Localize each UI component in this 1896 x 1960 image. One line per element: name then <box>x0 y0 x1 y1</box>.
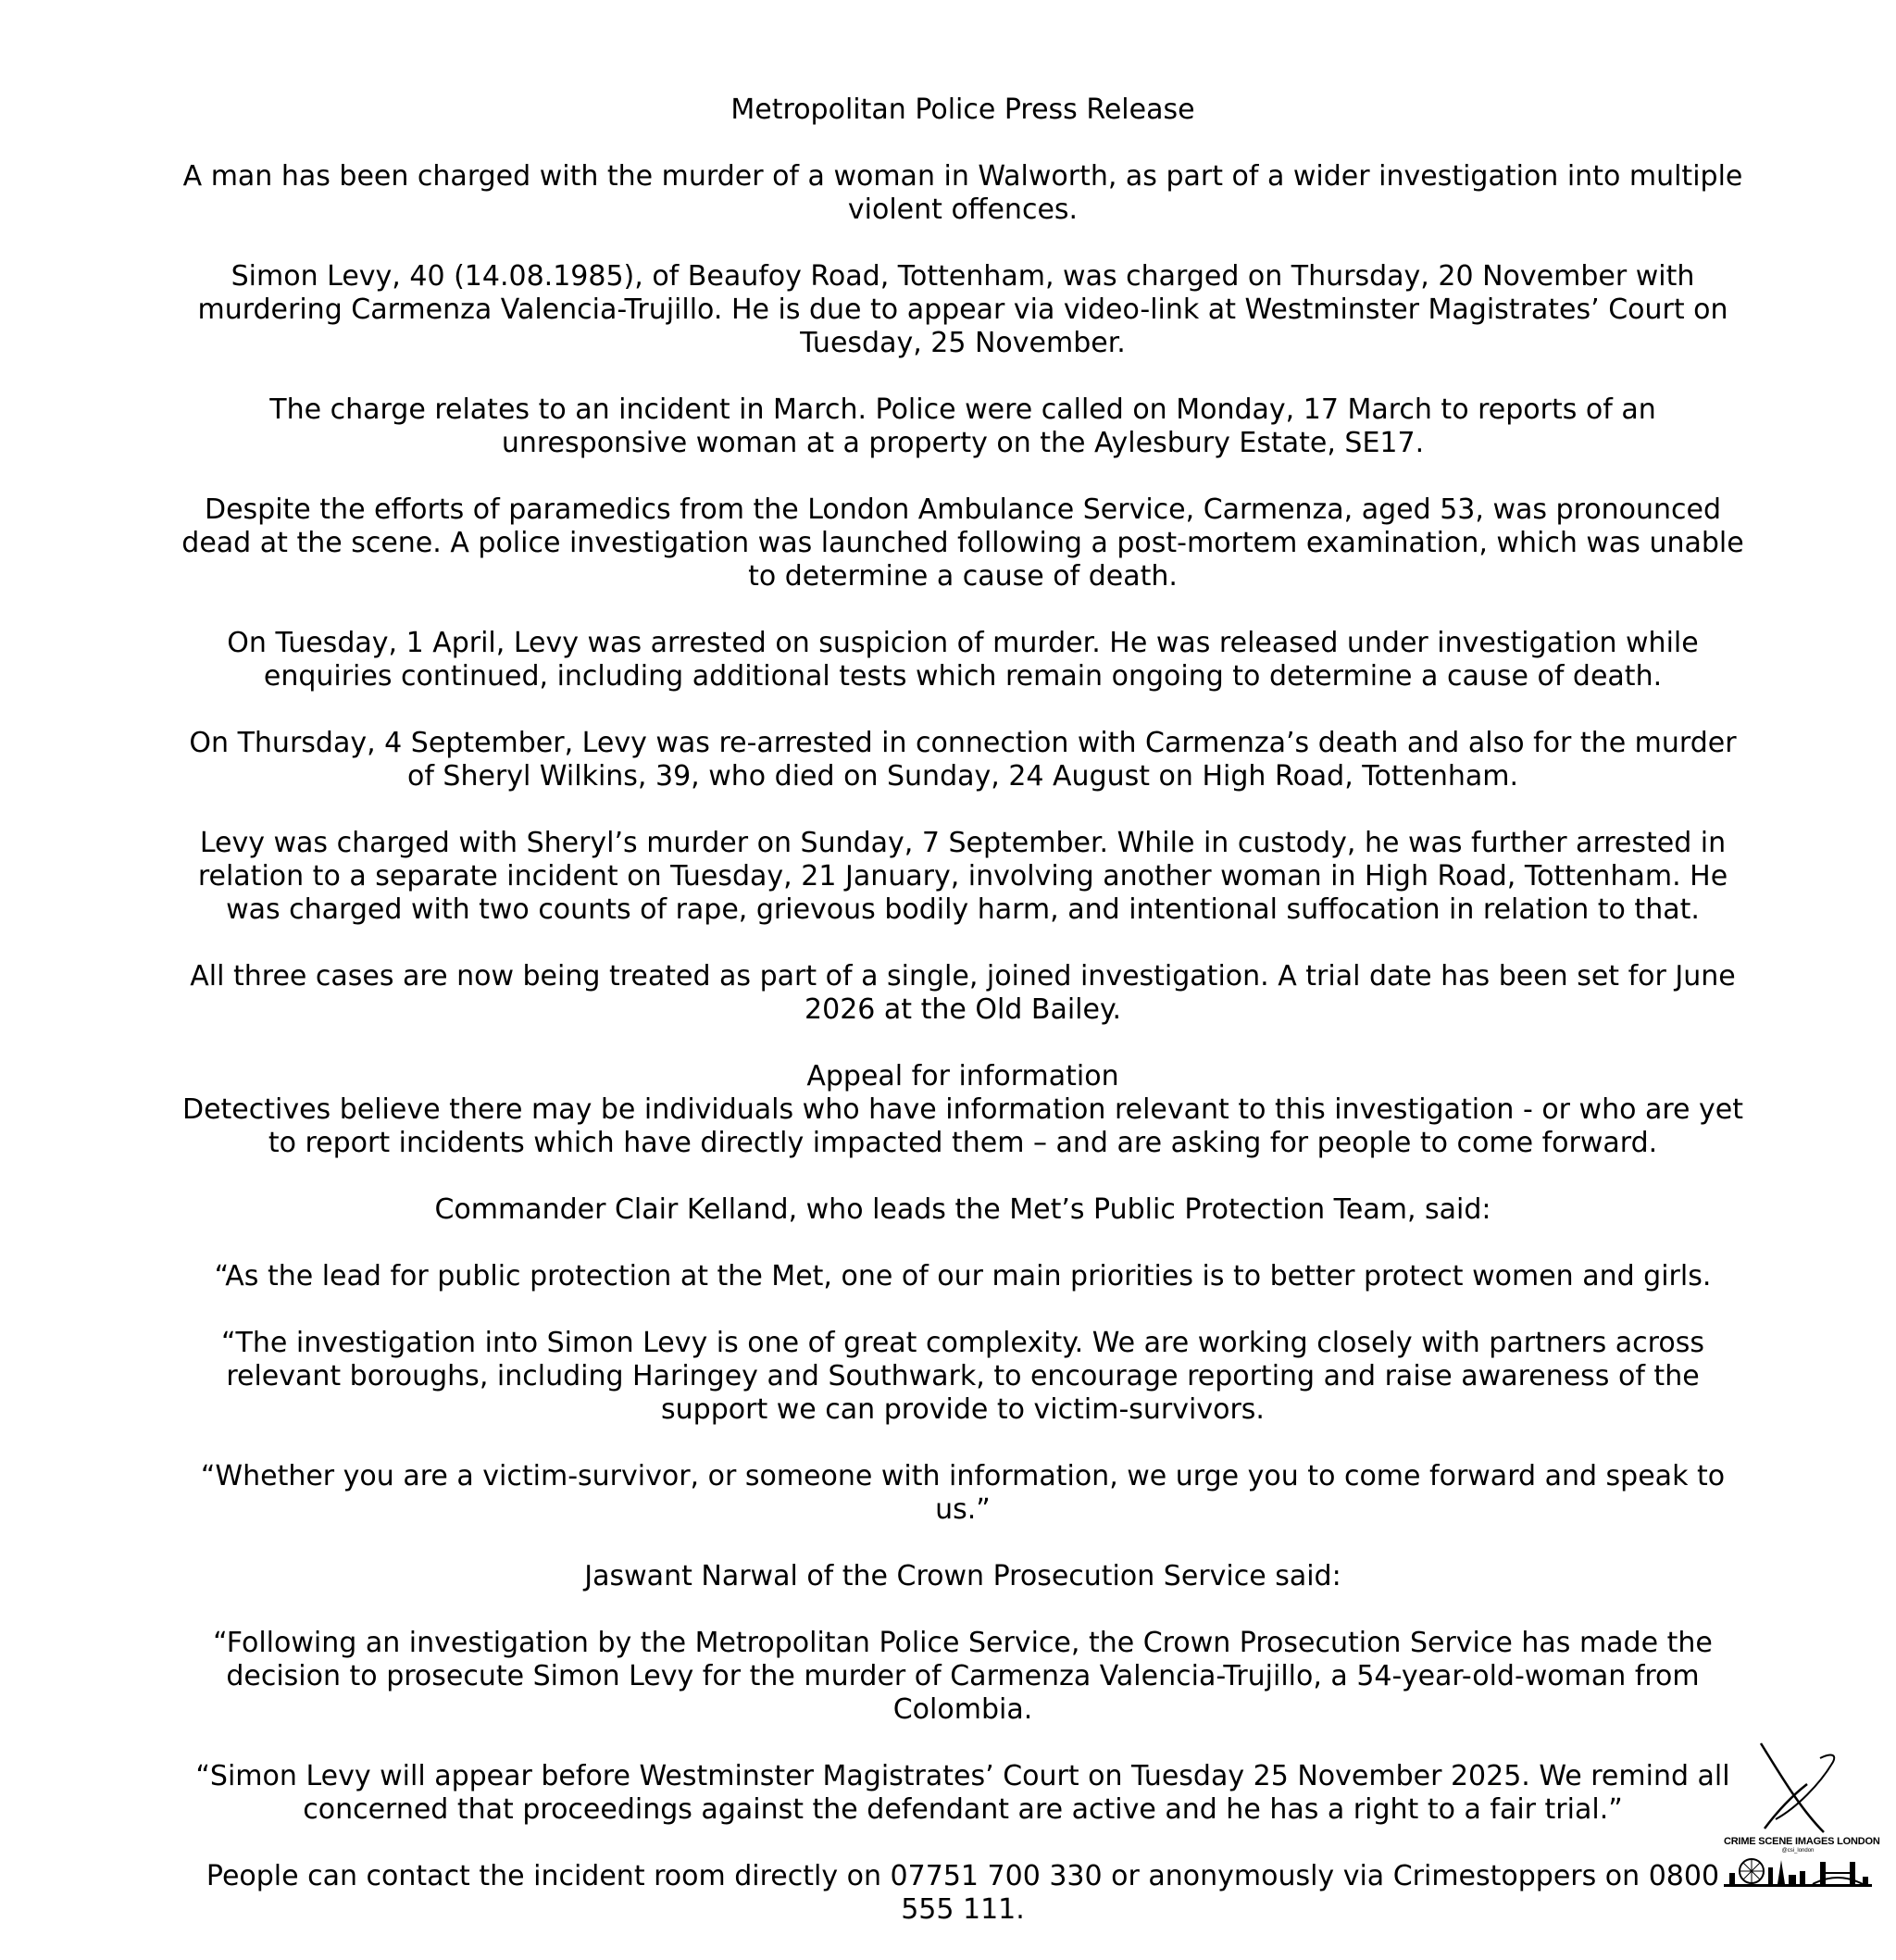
appeal-heading: Appeal for information <box>806 1060 1119 1092</box>
commander-quote: “Whether you are a victim-survivor, or someone with information, we urge you to come forward and speak to us.” <box>200 1460 1726 1526</box>
commander-quote: “The investigation into Simon Levy is one of great complexity. We are working closely with partners across relevant boroughs, including Haringey and Southwark, to encourage reporting and raise awareness of the support we can provide to victim-survivors. <box>221 1327 1704 1426</box>
paragraph-september-rearrest: On Thursday, 4 September, Levy was re-arrested in connection with Carmenza’s death and also for the murder of Sheryl Wilkins, 39, who died on Sunday, 24 August on High Road, Tottenham. <box>189 727 1737 793</box>
watermark-handle: @csi_london <box>1781 1848 1815 1854</box>
paragraph-charge-summary: A man has been charged with the murder of a woman in Walworth, as part of a wider investigation into multiple violent offences. <box>182 160 1743 226</box>
paragraph-april-arrest: On Tuesday, 1 April, Levy was arrested on suspicion of murder. He was released under investigation while enquiries continued, including additional tests which remain ongoing to determine a cause of death. <box>227 627 1699 693</box>
contact-details: People can contact the incident room directly on 07751 700 330 or anonymously via Crimestoppers on 0800 555 111. <box>206 1860 1720 1926</box>
press-release-title: Metropolitan Police Press Release <box>730 94 1195 126</box>
paragraph-further-charges: Levy was charged with Sheryl’s murder on Sunday, 7 September. While in custody, he was further arrested in relation to a separate incident on Tuesday, 21 January, involving another woman in High Road, Tottenham. He was charged with two counts of rape, grievous bodily harm, and intentional suffocation in relation to that. <box>197 827 1728 926</box>
appeal-text: Detectives believe there may be individuals who have information relevant to this investigation - or who are yet to report incidents which have directly impacted them – and are asking for people to come forward. <box>181 1093 1744 1159</box>
watermark-logo <box>1724 1736 1880 1889</box>
paragraph-defendant-details: Simon Levy, 40 (14.08.1985), of Beaufoy Road, Tottenham, was charged on Thursday, 20 November with murdering Carmenza Valencia-Trujillo. He is due to appear via video-link at Westminster Magistrates’ Court on Tuesday, 25 November. <box>197 260 1728 359</box>
press-release <box>176 94 1750 1960</box>
cps-quote: “Simon Levy will appear before Westminster Magistrates’ Court on Tuesday 25 November 2025. We remind all concerned that proceedings against the defendant are active and he has a right to a fair trial.” <box>195 1760 1730 1826</box>
cps-quote: “Following an investigation by the Metropolitan Police Service, the Crown Prosecution Service has made the decision to prosecute Simon Levy for the murder of Carmenza Valencia-Trujillo, a 54-year-old-woman from Colombia. <box>213 1627 1713 1726</box>
commander-intro: Commander Clair Kelland, who leads the Met’s Public Protection Team, said: <box>434 1193 1491 1226</box>
watermark-brand: CRIME SCENE IMAGES LONDON <box>1724 1836 1880 1847</box>
cps-intro: Jaswant Narwal of the Crown Prosecution Service said: <box>584 1560 1341 1592</box>
paragraph-pronounced-dead: Despite the efforts of paramedics from the London Ambulance Service, Carmenza, aged 53, was pronounced dead at the scene. A police investigation was launched following a post-mortem examination, which was unable to determine a cause of death. <box>181 493 1744 593</box>
crosshair-logo-icon <box>1724 1736 1872 1836</box>
commander-quote: “As the lead for public protection at the Met, one of our main priorities is to better protect women and girls. <box>214 1260 1712 1292</box>
london-skyline-icon <box>1724 1854 1872 1888</box>
paragraph-march-incident: The charge relates to an incident in March. Police were called on Monday, 17 March to reports of an unresponsive woman at a property on the Aylesbury Estate, SE17. <box>269 393 1656 459</box>
paragraph-joined-investigation: All three cases are now being treated as part of a single, joined investigation. A trial date has been set for June 2026 at the Old Bailey. <box>190 960 1736 1026</box>
